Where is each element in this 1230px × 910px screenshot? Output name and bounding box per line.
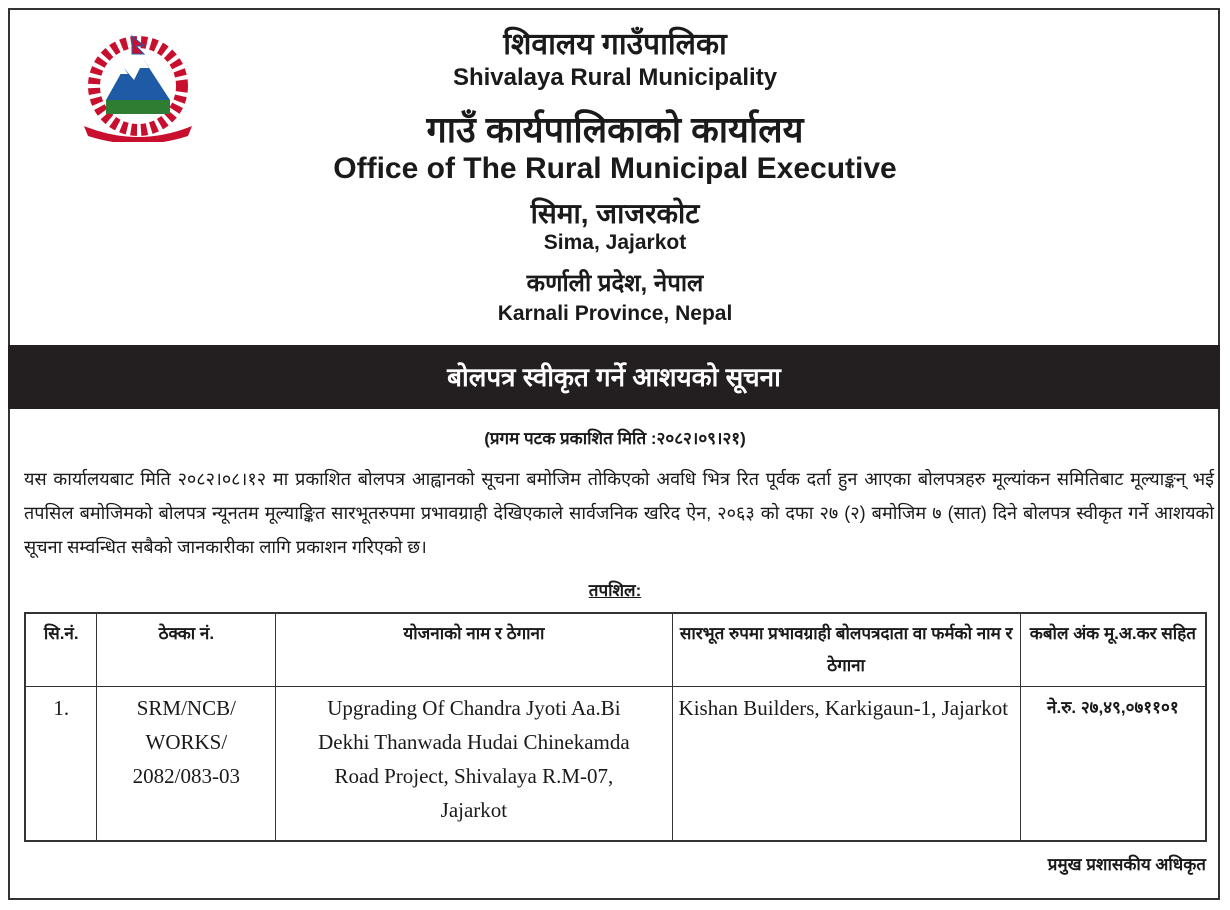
office-name-np: गाउँ कार्यपालिकाको कार्यालय [426, 109, 804, 150]
header-bidder: सारभूत रुपमा प्रभावग्राही बोलपत्रदाता वा फर्मको नाम र ठेगाना [672, 613, 1020, 687]
header-project: योजनाको नाम र ठेगाना [276, 613, 672, 687]
nepal-emblem-icon [72, 30, 204, 142]
notice-body: यस कार्यालयबाट मिति २०८२।०८।१२ मा प्रकाशित बोलपत्र आह्वानको सूचना बमोजिम तोकिएको अवधि भित्र रित पूर्वक दर्ता हुन आएका बोलपत्रहरु मूल्यांकन समितिबाट मूल्याङ्कन् भई तपसिल बमोजिमको बोलपत्र न्यूनतम मूल्याङ्कित सारभूतरुपमा प्रभावग्राही देखिएकाले सार्वजनिक खरिद ऐन, २०६३ को दफा २७ (२) बमोजिम ७ (सात) दिने बोलपत्र स्वीकृत गर्ने आशयको सूचना सम्वन्धित सबैको जानकारीका लागि प्रकाशन गरिएको छ। [24, 469, 1214, 557]
table-header-row [25, 613, 1206, 687]
municipality-name-en: Shivalaya Rural Municipality [452, 64, 778, 91]
place-np: सिमा, जाजरकोट [530, 198, 700, 229]
table-row [25, 687, 1206, 842]
details-heading [0, 578, 1230, 601]
bid-table [24, 612, 1207, 842]
cell-bidder: Kishan Builders, Karkigaun-1, Jajarkot [672, 687, 1020, 842]
place-en: Sima, Jajarkot [543, 231, 687, 254]
header-contract-no: ठेक्का नं. [97, 613, 276, 687]
municipality-name-np: शिवालय गाउँपालिका [503, 28, 727, 61]
notice-title: बोलपत्र स्वीकृत गर्ने आशयको सूचना [8, 345, 1220, 409]
header-sn: सि.नं. [25, 613, 97, 687]
publication-date: (प्रगम पटक प्रकाशित मिति :२०८२।०९।२१) [484, 429, 746, 448]
header-amount: कबोल अंक मू.अ.कर सहित [1020, 613, 1206, 687]
office-name-en: Office of The Rural Municipal Executive [333, 152, 897, 185]
cell-project: Upgrading Of Chandra Jyoti Aa.Bi Dekhi Thanwada Hudai Chinekamda Road Project, Shivalaya R.M-07, Jajarkot [276, 687, 672, 842]
cell-amount: ने.रु. २७,४९,०७११०१ [1020, 687, 1206, 842]
signature-title: प्रमुख प्रशासकीय अधिकृत [1047, 855, 1206, 874]
province-np: कर्णाली प्रदेश, नेपाल [526, 270, 704, 297]
cell-sn: 1. [25, 687, 97, 842]
details-heading-text: तपशिल: [588, 581, 642, 600]
province-en: Karnali Province, Nepal [497, 302, 733, 325]
cell-contract-no: SRM/NCB/ WORKS/ 2082/083-03 [97, 687, 276, 842]
